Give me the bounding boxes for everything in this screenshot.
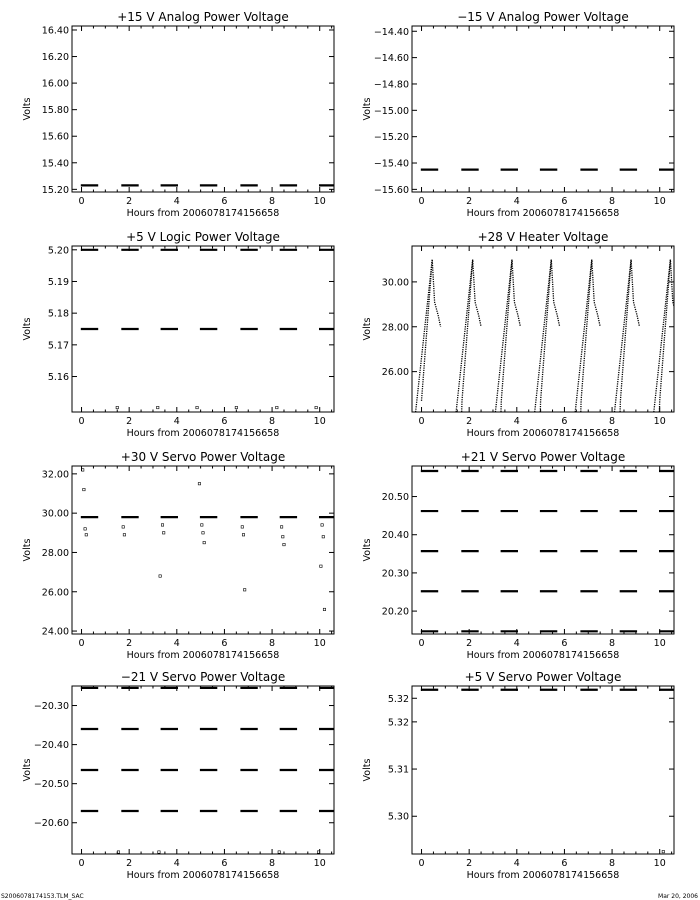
x-tick-label: 0 xyxy=(418,638,425,649)
y-tick-label: 32.00 xyxy=(41,469,69,481)
x-tick-label: 6 xyxy=(561,858,568,869)
heater-cycle xyxy=(422,260,441,401)
data-layer xyxy=(81,469,337,611)
chart-title: +28 V Heater Voltage xyxy=(477,230,609,244)
data-layer xyxy=(81,688,337,853)
y-axis-label: Volts xyxy=(22,538,33,562)
footer-left: S2006078174153.TLM_SAC xyxy=(1,893,84,900)
x-axis-label: Hours from 2006078174156658 xyxy=(126,208,280,219)
y-tick-label: 30.00 xyxy=(41,508,69,520)
y-tick-label: 24.00 xyxy=(41,626,69,638)
y-axis-label: Volts xyxy=(362,317,373,341)
y-tick-label: 20.30 xyxy=(381,568,409,580)
x-tick-label: 2 xyxy=(126,638,133,649)
outlier-point xyxy=(323,608,325,610)
x-tick-label: 4 xyxy=(513,858,520,869)
outlier-point xyxy=(662,850,664,852)
y-tick-label: 16.00 xyxy=(41,78,69,90)
outlier-point xyxy=(243,589,245,591)
outlier-point xyxy=(282,536,284,538)
outlier-point xyxy=(158,851,160,853)
y-tick-label: 20.20 xyxy=(381,606,409,618)
chart-title: +5 V Servo Power Voltage xyxy=(464,670,622,684)
outlier-point xyxy=(242,534,244,536)
outlier-point xyxy=(321,524,323,526)
chart-panel-8 xyxy=(362,670,676,881)
y-tick-label: −20.50 xyxy=(33,779,69,791)
y-tick-label: −14.80 xyxy=(373,79,409,91)
x-tick-label: 8 xyxy=(269,638,276,649)
outlier-point xyxy=(85,534,87,536)
plot-frame xyxy=(72,26,334,192)
outlier-point xyxy=(196,406,198,408)
y-tick-label: 15.40 xyxy=(41,158,69,170)
y-tick-label: 16.40 xyxy=(41,25,69,37)
x-tick-label: 10 xyxy=(313,416,326,427)
outlier-point xyxy=(159,575,161,577)
x-axis-label: Hours from 2006078174156658 xyxy=(466,870,620,881)
data-layer xyxy=(421,690,677,853)
x-tick-label: 10 xyxy=(313,196,326,207)
x-tick-label: 8 xyxy=(609,196,616,207)
chart-panel-4 xyxy=(362,230,679,439)
outlier-point xyxy=(198,482,200,484)
chart-panel-3 xyxy=(22,230,336,439)
heater-cycle xyxy=(620,260,640,419)
outlier-point xyxy=(122,526,124,528)
y-tick-label: −15.60 xyxy=(373,184,409,196)
heater-rise xyxy=(615,260,632,413)
heater-cycle xyxy=(501,260,521,419)
chart-panel-2 xyxy=(362,10,676,219)
x-tick-label: 10 xyxy=(653,638,666,649)
x-axis-label: Hours from 2006078174156658 xyxy=(126,870,280,881)
outlier-point xyxy=(202,532,204,534)
x-tick-label: 4 xyxy=(513,638,520,649)
outlier-point xyxy=(276,406,278,408)
y-axis-label: Volts xyxy=(22,317,33,341)
outlier-point xyxy=(83,488,85,490)
x-tick-label: 6 xyxy=(561,416,568,427)
plot-frame xyxy=(412,26,674,192)
x-tick-label: 4 xyxy=(173,416,180,427)
chart-title: +21 V Servo Power Voltage xyxy=(460,450,626,464)
y-tick-label: −20.60 xyxy=(33,818,69,830)
x-tick-label: 6 xyxy=(221,858,228,869)
x-tick-label: 10 xyxy=(313,638,326,649)
y-axis-label: Volts xyxy=(362,538,373,562)
outlier-point xyxy=(201,524,203,526)
x-tick-label: 8 xyxy=(609,858,616,869)
y-tick-label: 5.32 xyxy=(387,693,409,705)
y-tick-label: 20.40 xyxy=(381,530,409,542)
x-tick-label: 6 xyxy=(221,196,228,207)
x-axis-label: Hours from 2006078174156658 xyxy=(126,428,280,439)
heater-cycle xyxy=(462,260,482,419)
x-tick-label: 10 xyxy=(653,196,666,207)
outlier-point xyxy=(163,532,165,534)
plot-frame xyxy=(72,466,334,634)
plot-frame xyxy=(412,686,674,854)
x-tick-label: 2 xyxy=(126,196,133,207)
x-tick-label: 10 xyxy=(653,416,666,427)
heater-rise xyxy=(654,260,671,413)
y-tick-label: −15.20 xyxy=(373,132,409,144)
y-tick-label: 26.00 xyxy=(381,367,409,379)
outlier-point xyxy=(161,524,163,526)
y-tick-label: 16.20 xyxy=(41,52,69,64)
plot-frame xyxy=(412,246,674,412)
x-tick-label: 6 xyxy=(561,196,568,207)
x-tick-label: 0 xyxy=(78,196,85,207)
data-layer xyxy=(81,250,337,409)
y-tick-label: −14.60 xyxy=(373,53,409,65)
chart-title: −15 V Analog Power Voltage xyxy=(457,10,629,24)
y-tick-label: 28.00 xyxy=(381,322,409,334)
heater-cycle xyxy=(659,260,679,419)
x-tick-label: 4 xyxy=(513,416,520,427)
y-tick-label: 15.80 xyxy=(41,105,69,117)
y-axis-label: Volts xyxy=(22,758,33,782)
y-tick-label: 5.31 xyxy=(387,764,409,776)
x-tick-label: 2 xyxy=(466,196,473,207)
x-tick-label: 4 xyxy=(173,638,180,649)
y-tick-label: −20.30 xyxy=(33,701,69,713)
chart-panel-1 xyxy=(22,10,336,219)
x-tick-label: 2 xyxy=(466,858,473,869)
outlier-point xyxy=(235,406,237,408)
x-tick-label: 0 xyxy=(418,196,425,207)
heater-rise xyxy=(575,260,592,413)
x-tick-label: 0 xyxy=(78,416,85,427)
x-tick-label: 8 xyxy=(609,638,616,649)
outlier-point xyxy=(116,406,118,408)
outlier-point xyxy=(283,543,285,545)
x-tick-label: 8 xyxy=(269,858,276,869)
heater-rise xyxy=(416,260,433,413)
chart-title: +5 V Logic Power Voltage xyxy=(126,230,280,244)
y-tick-label: 15.20 xyxy=(41,184,69,196)
y-tick-label: 5.18 xyxy=(47,308,69,320)
data-layer xyxy=(421,471,677,631)
outlier-point xyxy=(278,851,280,853)
x-tick-label: 6 xyxy=(221,638,228,649)
y-tick-label: 5.32 xyxy=(387,717,409,729)
y-tick-label: 5.19 xyxy=(47,276,69,288)
y-tick-label: 28.00 xyxy=(41,547,69,559)
x-tick-label: 6 xyxy=(221,416,228,427)
data-layer xyxy=(416,260,679,419)
outlier-point xyxy=(322,536,324,538)
x-tick-label: 6 xyxy=(561,638,568,649)
x-tick-label: 8 xyxy=(269,196,276,207)
chart-title: −21 V Servo Power Voltage xyxy=(120,670,286,684)
y-tick-label: 20.50 xyxy=(381,492,409,504)
y-tick-label: 5.30 xyxy=(387,811,409,823)
outlier-point xyxy=(123,534,125,536)
y-tick-label: −15.00 xyxy=(373,105,409,117)
outlier-point xyxy=(315,406,317,408)
y-tick-label: −15.40 xyxy=(373,158,409,170)
x-tick-label: 4 xyxy=(173,858,180,869)
outlier-point xyxy=(280,526,282,528)
x-tick-label: 8 xyxy=(269,416,276,427)
heater-rise xyxy=(495,260,512,413)
heater-rise xyxy=(456,260,473,413)
x-tick-label: 2 xyxy=(466,416,473,427)
x-axis-label: Hours from 2006078174156658 xyxy=(466,650,620,661)
footer-right: Mar 20, 2006 xyxy=(658,893,698,900)
x-tick-label: 10 xyxy=(313,858,326,869)
y-tick-label: 5.17 xyxy=(47,340,69,352)
outlier-point xyxy=(84,528,86,530)
x-axis-label: Hours from 2006078174156658 xyxy=(466,428,620,439)
y-axis-label: Volts xyxy=(362,758,373,782)
y-tick-label: −20.40 xyxy=(33,740,69,752)
x-tick-label: 10 xyxy=(653,858,666,869)
chart-title: +15 V Analog Power Voltage xyxy=(117,10,289,24)
heater-cycle xyxy=(540,260,560,419)
x-tick-label: 4 xyxy=(513,196,520,207)
chart-panel-5 xyxy=(22,450,336,661)
heater-cycle xyxy=(581,260,601,419)
x-tick-label: 0 xyxy=(418,416,425,427)
x-axis-label: Hours from 2006078174156658 xyxy=(466,208,620,219)
x-tick-label: 2 xyxy=(466,638,473,649)
x-tick-label: 2 xyxy=(126,858,133,869)
x-tick-label: 2 xyxy=(126,416,133,427)
x-tick-label: 0 xyxy=(78,638,85,649)
y-tick-label: 5.20 xyxy=(47,245,69,257)
outlier-point xyxy=(203,541,205,543)
x-tick-label: 0 xyxy=(418,858,425,869)
chart-title: +30 V Servo Power Voltage xyxy=(120,450,286,464)
x-tick-label: 0 xyxy=(78,858,85,869)
y-tick-label: 30.00 xyxy=(381,277,409,289)
x-tick-label: 4 xyxy=(173,196,180,207)
x-axis-label: Hours from 2006078174156658 xyxy=(126,650,280,661)
chart-panel-6 xyxy=(362,450,676,661)
outlier-point xyxy=(241,526,243,528)
y-tick-label: 26.00 xyxy=(41,587,69,599)
y-axis-label: Volts xyxy=(362,97,373,121)
heater-rise xyxy=(535,260,552,413)
y-tick-label: −14.40 xyxy=(373,26,409,38)
outlier-point xyxy=(320,565,322,567)
y-tick-label: 15.60 xyxy=(41,131,69,143)
y-tick-label: 5.16 xyxy=(47,372,69,384)
y-axis-label: Volts xyxy=(22,97,33,121)
x-tick-label: 8 xyxy=(609,416,616,427)
chart-panel-7 xyxy=(22,670,336,881)
outlier-point xyxy=(157,406,159,408)
plot-frame xyxy=(412,466,674,634)
